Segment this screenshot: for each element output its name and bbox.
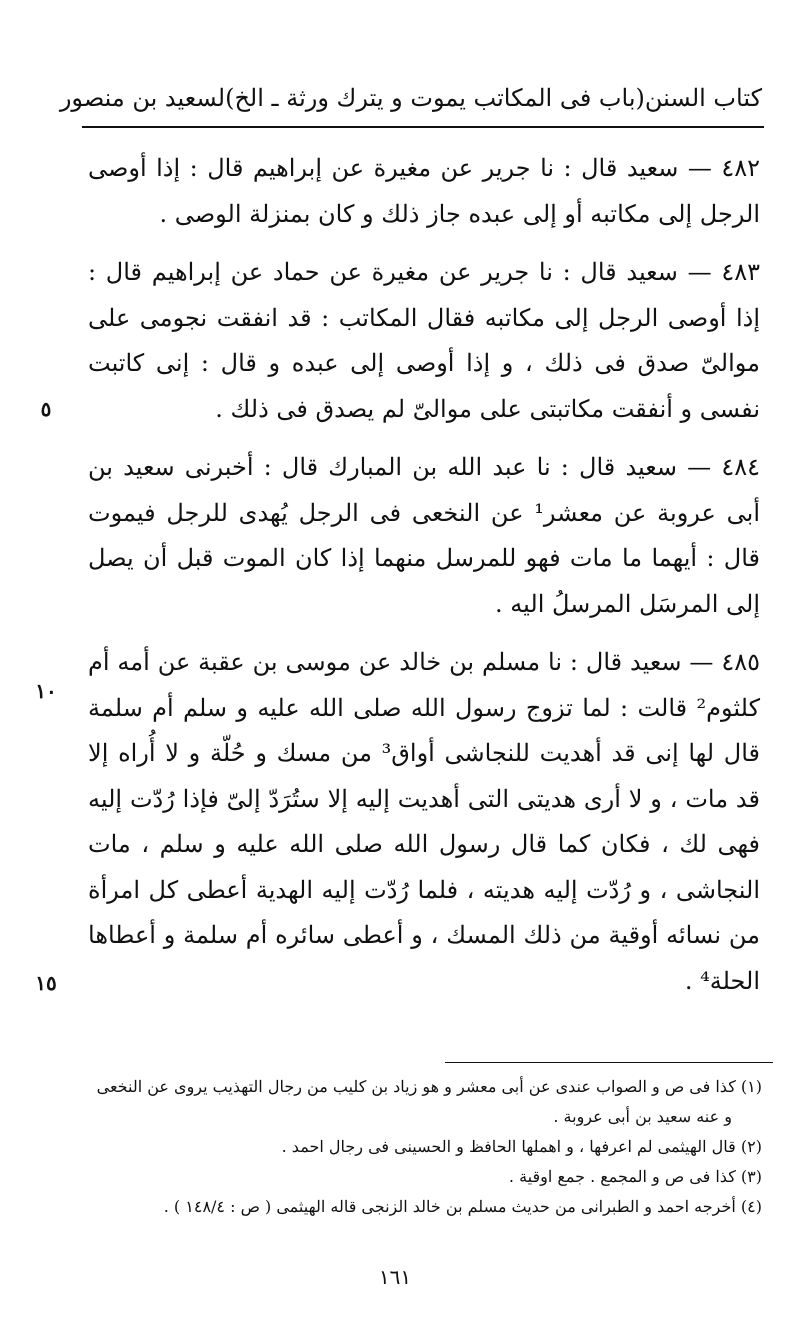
margin-line-number: ١٥	[35, 971, 57, 995]
footnote-text: كذا فى ص و الصواب عندى عن أبى معشر و هو زياد بن كليب من رجال التهذيب يروى عن النخعى	[96, 1077, 736, 1096]
hadith-text: — سعيد قال : نا جرير عن مغيرة عن إبراهيم قال : إذا أوصى الرجل إلى مكاتبه أو إلى عبده جاز ذلك و كان بمنزلة الوصى .	[88, 154, 760, 228]
footnote-marker: (٣)	[740, 1167, 762, 1186]
header-author: لسعيد بن منصور	[59, 84, 226, 112]
footnotes	[82, 1072, 762, 1222]
footnote-4	[82, 1192, 762, 1222]
margin-line-number: ٥	[40, 397, 52, 421]
footnote-text: أخرجه احمد و الطبرانى من حديث مسلم بن خالد الزنجى قاله الهيثمى ( ص : ١٤٨/٤ ) .	[163, 1197, 736, 1216]
footnote-1-continuation: و عنه سعيد بن أبى عروبة .	[553, 1107, 732, 1126]
hadith-483	[88, 250, 760, 432]
hadith-number: ٤٨٢	[721, 154, 760, 182]
header-divider	[82, 126, 764, 128]
hadith-484	[88, 445, 760, 627]
header-book-title: كتاب السنن	[644, 84, 762, 112]
footnote-marker: (٤)	[740, 1197, 762, 1216]
footnote-marker: (٢)	[740, 1137, 762, 1156]
hadith-number: ٤٨٣	[721, 258, 760, 286]
main-text	[88, 146, 760, 1017]
footnote-2	[82, 1132, 762, 1162]
hadith-number: ٤٨٥	[721, 648, 760, 676]
header-chapter-title: (باب فى المكاتب يموت و يترك ورثة ـ الخ)	[225, 84, 645, 112]
footnote-1	[82, 1072, 762, 1102]
footnote-divider	[445, 1062, 773, 1063]
footnote-3	[82, 1162, 762, 1192]
footnote-text: قال الهيثمى لم اعرفها ، و اهملها الحافظ و الحسينى فى رجال احمد .	[281, 1137, 736, 1156]
hadith-text: — سعيد قال : نا مسلم بن خالد عن موسى بن عقبة عن أمه أم كلثوم² قالت : لما تزوج رسول الله صلى الله عليه و سلم أم سلمة قال لها إنى قد أهديت للنجاشى أواق³ من مسك و حُلّة و لا أُراه إلا قد مات ، و لا أرى هديتى التى أهديت إليه إلا ستُرَدّ إلىّ فإذا رُدّت إليه فهى لك ، فكان كما قال رسول الله صلى الله عليه و سلم ، مات النجاشى ، و رُدّت إليه هديته ، فلما رُدّت إليه الهدية أعطى كل امرأة من نسائه أوقية من ذلك المسك ، و أعطى سائره أم سلمة و أعطاها الحلة⁴ .	[88, 648, 760, 995]
hadith-text: — سعيد قال : نا عبد الله بن المبارك قال : أخبرنى سعيد بن أبى عروبة عن معشر¹ عن النخعى فى الرجل يُهدى للرجل فيموت قال : أيهما ما مات فهو للمرسل منهما إذا كان الموت قبل أن يصل إلى المرسَل المرسلُ اليه .	[88, 453, 760, 618]
margin-line-number: ١٠	[35, 679, 57, 703]
hadith-text: — سعيد قال : نا جرير عن مغيرة عن حماد عن إبراهيم قال : إذا أوصى الرجل إلى مكاتبه فقال المكاتب : قد انفقت نجومى على موالىّ صدق فى ذلك ، و إذا أوصى إلى عبده و قال : إنى كاتبت نفسى و أنفقت مكاتبتى على موالىّ لم يصدق فى ذلك .	[88, 258, 761, 423]
page-number: ١٦١	[378, 1265, 412, 1289]
footnote-marker: (١)	[740, 1077, 762, 1096]
hadith-485	[88, 640, 760, 1004]
hadith-number: ٤٨٤	[721, 453, 760, 481]
running-header	[59, 78, 762, 118]
footnote-text: كذا فى ص و المجمع . جمع اوقية .	[508, 1167, 736, 1186]
hadith-482	[88, 146, 760, 237]
